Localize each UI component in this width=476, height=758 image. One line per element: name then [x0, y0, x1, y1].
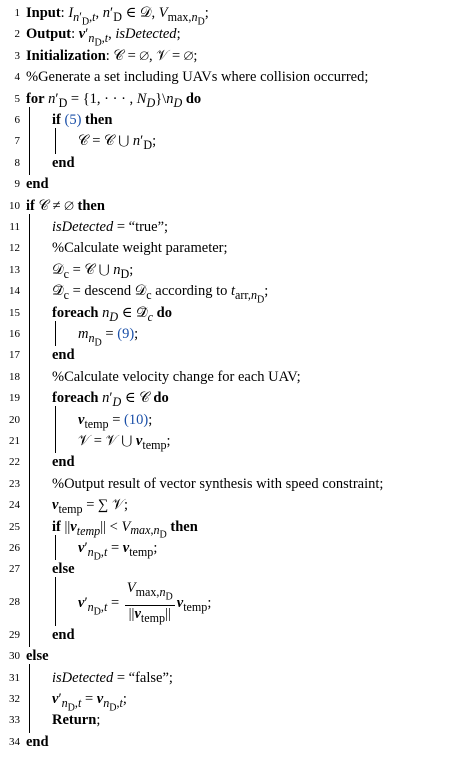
line-text: if 𝒞 ≠ ∅ then: [26, 197, 105, 214]
line-number: 26: [9, 542, 20, 554]
line-number: 23: [9, 477, 20, 490]
line-text: end: [26, 176, 49, 193]
algorithm-line: [0, 473, 476, 495]
algorithm-line: [0, 387, 476, 409]
line-text: if (5) then: [52, 112, 113, 128]
line-text: Initialization: 𝒞 = ∅, 𝒱 = ∅;: [26, 47, 198, 64]
line-number: 34: [9, 735, 20, 748]
algorithm-line: [0, 216, 476, 238]
line-text: end: [52, 347, 75, 364]
algorithm-line: [0, 259, 476, 281]
line-text: end: [26, 733, 49, 750]
line-number: 33: [9, 714, 20, 727]
line-number: 7: [14, 135, 20, 148]
line-number: 8: [14, 156, 20, 169]
line-number: 29: [9, 628, 20, 641]
algorithm-line: [0, 195, 476, 217]
algorithm-line: [0, 366, 476, 388]
block-bar: [55, 406, 56, 453]
algorithm-line: [0, 45, 476, 67]
algorithm-line: [0, 430, 476, 452]
line-number: 16: [9, 328, 20, 340]
line-number: 18: [9, 370, 20, 383]
line-text: $v_{temp}$ = ∑ 𝒱;: [52, 497, 129, 517]
algorithm-line: [0, 558, 476, 580]
line-number: 32: [9, 693, 20, 705]
line-text: isDetected = “true”;: [52, 219, 169, 235]
line-number: 20: [9, 413, 20, 426]
line-number: 1: [14, 7, 20, 19]
line-number: 10: [9, 199, 20, 212]
line-number: 31: [9, 671, 20, 684]
line-number: 24: [9, 499, 20, 512]
line-number: 21: [9, 435, 20, 447]
line-number: 27: [9, 563, 20, 576]
line-text: $𝒟⃗_c$ = descend 𝒟$_c$ according to $t_{arr,n_D}$;: [52, 283, 269, 306]
block-bar: [55, 577, 56, 625]
algorithm-line: [0, 344, 476, 366]
line-text: $v'_{n_D,t} = v_{n_D,t}$;: [52, 691, 127, 714]
line-text: $v_{temp} = (10)$;: [78, 411, 153, 431]
line-number: 25: [9, 520, 20, 533]
algorithm-line: [0, 2, 476, 28]
line-text: %Calculate velocity change for each UAV;: [52, 368, 301, 385]
line-number: 17: [9, 349, 20, 362]
line-text: else: [52, 561, 75, 578]
algorithm-line: [0, 66, 476, 88]
line-text: else: [26, 648, 49, 665]
block-bar: [29, 107, 30, 176]
line-text: end: [52, 454, 75, 471]
line-text: $m_{n_D} = (9)$;: [78, 326, 139, 349]
line-number: 30: [9, 650, 20, 663]
line-number: 13: [9, 263, 20, 276]
line-text: foreach $n'_D$ ∈ 𝒞 do: [52, 390, 169, 410]
line-number: 9: [14, 178, 20, 191]
algorithm-line: [0, 645, 476, 667]
algorithm-line: [0, 409, 476, 431]
line-text: Input: $I_{n'_D,t}$, $n'_D$ ∈ 𝒟, $V_{max,n_D}$;: [26, 5, 209, 28]
algorithm-line: [0, 688, 476, 714]
line-number: 28: [9, 595, 20, 608]
algorithm-line: [0, 624, 476, 646]
line-text: 𝒟$_c$ = 𝒞 ⋃ $n_D$;: [52, 261, 134, 281]
line-text: if $||v_{temp}|| < V_{max,n_D}$ then: [52, 518, 198, 541]
line-number: 11: [9, 221, 20, 233]
algorithm-line: [0, 130, 476, 152]
line-text: end: [52, 626, 75, 643]
line-text: isDetected = “false”;: [52, 669, 173, 686]
line-text: end: [52, 154, 75, 171]
algorithm-line: [0, 580, 476, 624]
line-number: 22: [9, 456, 20, 469]
line-text: for $n'_D = \{1$, · · · , $N_D\}\backslash n_D$ do: [26, 90, 202, 110]
line-number: 4: [14, 71, 20, 84]
line-number: 19: [9, 392, 20, 405]
line-number: 12: [9, 242, 20, 255]
block-bar: [55, 128, 56, 154]
line-number: 5: [14, 92, 20, 105]
algorithm-line: [0, 280, 476, 306]
algorithm-line: [0, 109, 476, 131]
algorithm-line: [0, 302, 476, 324]
line-text: foreach $n_D$ ∈ $𝒟⃗_c$ do: [52, 304, 172, 324]
line-number: 14: [9, 285, 20, 298]
algorithm-line: [0, 494, 476, 516]
block-bar: [29, 214, 30, 648]
algorithm-line: [0, 23, 476, 49]
line-number: 15: [9, 306, 20, 319]
algorithm-line: [0, 667, 476, 689]
line-text: %Generate a set including UAVs where collision occurred;: [26, 69, 369, 86]
algorithm-line: [0, 451, 476, 473]
line-text: 𝒱 = 𝒱 ⋃ $v_{temp}$;: [78, 433, 171, 452]
algorithm-line: [0, 709, 476, 731]
line-number: 2: [14, 28, 20, 41]
line-number: 3: [14, 49, 20, 62]
algorithm-line: [0, 88, 476, 110]
line-text: %Output result of vector synthesis with speed constraint;: [52, 475, 384, 492]
line-text: $v'_{n_D,t}$ = $\frac{V_{max,n_D}}{||v_{temp}||}$ $v_{temp}$;: [78, 579, 212, 625]
line-text: %Calculate weight parameter;: [52, 240, 228, 257]
algorithm-line: [0, 173, 476, 195]
line-text: $v'_{n_D,t} = v_{temp}$;: [78, 540, 158, 563]
block-bar: [55, 535, 56, 561]
algorithm-line: [0, 537, 476, 563]
line-number: 6: [14, 114, 20, 126]
algorithm-line: [0, 731, 476, 753]
algorithm-line: [0, 323, 476, 349]
line-text: 𝒞 = 𝒞 ⋃ $n'_D$;: [78, 133, 157, 153]
algorithm-line: [0, 516, 476, 541]
block-bar: [29, 664, 30, 733]
line-text: Output: $v'_{n_D,t}$, isDetected;: [26, 26, 181, 49]
block-bar: [55, 321, 56, 347]
algorithm-line: [0, 152, 476, 174]
line-text: Return;: [52, 712, 101, 729]
algorithm-line: [0, 237, 476, 259]
